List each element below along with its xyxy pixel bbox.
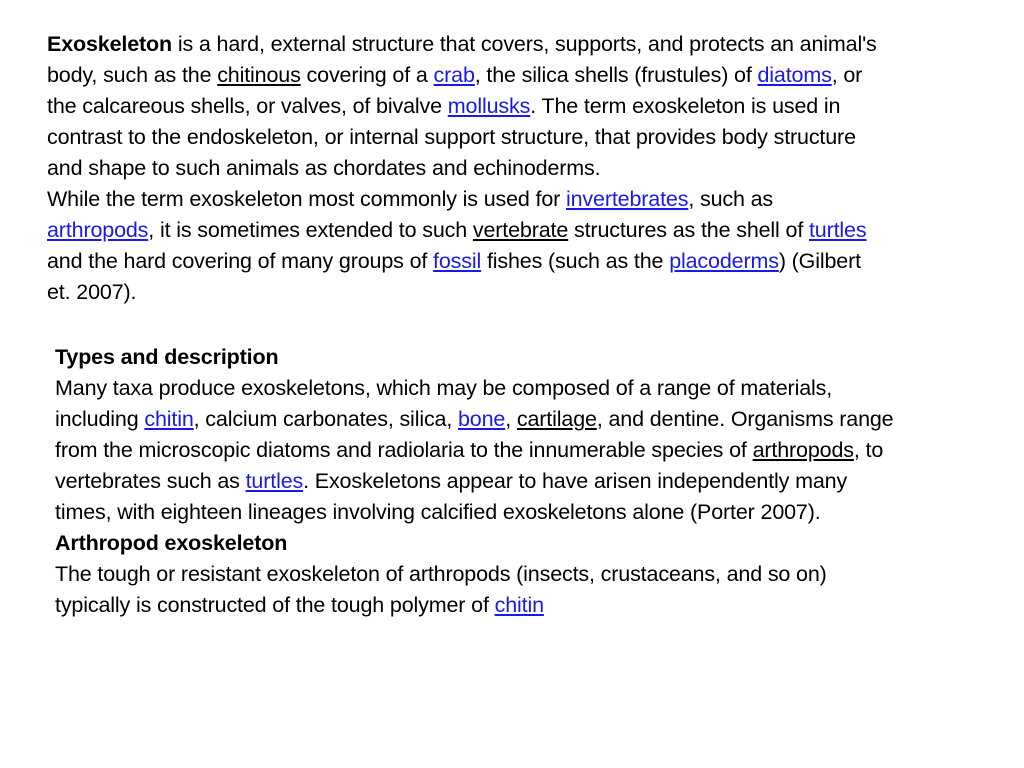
text-run: and shape to such animals as chordates and echinoderms. bbox=[47, 156, 601, 180]
text-run: is a hard, external structure that covers, supports, and protects an animal's bbox=[172, 32, 877, 56]
link-bone[interactable]: bone bbox=[458, 407, 506, 431]
link-crab[interactable]: crab bbox=[433, 63, 475, 87]
text-line bbox=[47, 277, 997, 308]
text-run: , such as bbox=[688, 187, 774, 211]
text-line bbox=[47, 215, 997, 246]
text-run: times, with eighteen lineages involving calcified exoskeletons alone (Porter 2007). bbox=[55, 500, 821, 524]
text-line bbox=[47, 60, 997, 91]
link-diatoms[interactable]: diatoms bbox=[757, 63, 832, 87]
text-line bbox=[55, 528, 1005, 559]
link-chitin[interactable]: chitin bbox=[144, 407, 194, 431]
link-arthropods[interactable]: arthropods bbox=[47, 218, 149, 242]
underlined-term-chitinous: chitinous bbox=[217, 63, 301, 87]
link-placoderms[interactable]: placoderms bbox=[669, 249, 779, 273]
text-line bbox=[47, 91, 997, 122]
text-line bbox=[55, 342, 1005, 373]
section-heading: Arthropod exoskeleton bbox=[55, 531, 288, 555]
text-run: The tough or resistant exoskeleton of arthropods (insects, crustaceans, and so on) bbox=[55, 562, 827, 586]
link-fossil[interactable]: fossil bbox=[433, 249, 482, 273]
text-run: , or bbox=[831, 63, 863, 87]
link-invertebrates[interactable]: invertebrates bbox=[566, 187, 689, 211]
text-run: vertebrates such as bbox=[55, 469, 246, 493]
text-line bbox=[55, 435, 1005, 466]
text-line bbox=[55, 373, 1005, 404]
text-run: , bbox=[505, 407, 517, 431]
text-run: the calcareous shells, or valves, of bivalve bbox=[47, 94, 448, 118]
text-run: . The term exoskeleton is used in bbox=[530, 94, 841, 118]
text-run: covering of a bbox=[300, 63, 434, 87]
text-line bbox=[55, 466, 1005, 497]
text-line bbox=[47, 122, 997, 153]
text-run: body, such as the bbox=[47, 63, 218, 87]
text-run: contrast to the endoskeleton, or internal support structure, that provides body structure bbox=[47, 125, 856, 149]
text-run: , calcium carbonates, silica, bbox=[193, 407, 458, 431]
text-run: from the microscopic diatoms and radiolaria to the innumerable species of bbox=[55, 438, 753, 462]
link-chitin[interactable]: chitin bbox=[494, 593, 544, 617]
text-run: and the hard covering of many groups of bbox=[47, 249, 434, 273]
link-mollusks[interactable]: mollusks bbox=[447, 94, 531, 118]
underlined-term-arthropods: arthropods bbox=[752, 438, 854, 462]
text-line bbox=[47, 246, 997, 277]
text-run: , it is sometimes extended to such bbox=[148, 218, 473, 242]
text-line bbox=[55, 559, 1005, 590]
section-heading: Types and description bbox=[55, 345, 279, 369]
link-turtles[interactable]: turtles bbox=[245, 469, 304, 493]
underlined-term-vertebrate: vertebrate bbox=[472, 218, 569, 242]
bold-term: Exoskeleton bbox=[47, 32, 173, 56]
text-line bbox=[47, 153, 997, 184]
text-line bbox=[55, 497, 1005, 528]
text-run: fishes (such as the bbox=[481, 249, 670, 273]
text-line bbox=[55, 590, 1005, 621]
text-run: . Exoskeletons appear to have arisen independently many bbox=[303, 469, 848, 493]
text-run: structures as the shell of bbox=[568, 218, 809, 242]
text-run: ) (Gilbert bbox=[778, 249, 861, 273]
text-run: While the term exoskeleton most commonly is used for bbox=[47, 187, 566, 211]
text-run: , to bbox=[853, 438, 884, 462]
text-run: including bbox=[55, 407, 145, 431]
text-run: typically is constructed of the tough polymer of bbox=[55, 593, 495, 617]
link-turtles[interactable]: turtles bbox=[808, 218, 867, 242]
underlined-term-cartilage: cartilage bbox=[516, 407, 597, 431]
text-line bbox=[55, 404, 1005, 435]
text-run: Many taxa produce exoskeletons, which may be composed of a range of materials, bbox=[55, 376, 833, 400]
text-run: , and dentine. Organisms range bbox=[596, 407, 894, 431]
text-run: , the silica shells (frustules) of bbox=[474, 63, 758, 87]
intro-paragraph bbox=[47, 29, 997, 308]
text-line bbox=[47, 184, 997, 215]
types-section bbox=[55, 342, 1005, 621]
text-run: et. 2007). bbox=[47, 280, 137, 304]
text-line bbox=[47, 29, 997, 60]
